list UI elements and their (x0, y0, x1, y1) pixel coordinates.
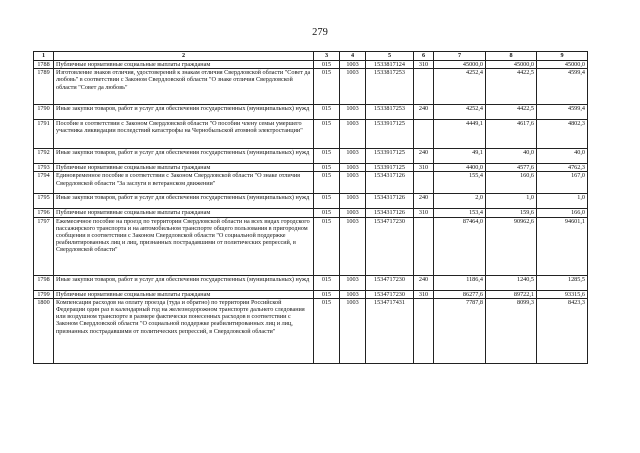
table-row (34, 120, 588, 149)
amount-year1-cell: 86277,6 (434, 290, 486, 298)
expense-type-cell (414, 298, 434, 363)
section-code-cell: 1003 (340, 209, 366, 217)
amount-year2-cell: 4577,6 (486, 164, 537, 172)
row-number-cell: 1795 (34, 194, 54, 209)
section-code-cell: 1003 (340, 298, 366, 363)
amount-year2-cell: 159,6 (486, 209, 537, 217)
ministry-code-cell: 015 (314, 290, 340, 298)
description-cell: Иные закупки товаров, работ и услуг для обеспечения государственных (муниципальных) нужд (54, 149, 314, 164)
expense-type-cell: 240 (414, 149, 434, 164)
row-number-cell: 1791 (34, 120, 54, 149)
description-cell: Иные закупки товаров, работ и услуг для обеспечения государственных (муниципальных) нужд (54, 105, 314, 120)
section-code-cell: 1003 (340, 290, 366, 298)
amount-year3-cell: 45000,0 (537, 61, 588, 69)
row-number-cell: 1789 (34, 69, 54, 105)
amount-year1-cell: 153,4 (434, 209, 486, 217)
target-code-cell: 1533917125 (366, 120, 414, 149)
description-cell: Публичные нормативные социальные выплаты гражданам (54, 61, 314, 69)
expense-type-cell (414, 217, 434, 275)
amount-year3-cell: 93315,6 (537, 290, 588, 298)
ministry-code-cell: 015 (314, 105, 340, 120)
ministry-code-cell: 015 (314, 164, 340, 172)
description-cell: Публичные нормативные социальные выплаты гражданам (54, 164, 314, 172)
ministry-code-cell: 015 (314, 69, 340, 105)
row-number-cell: 1799 (34, 290, 54, 298)
ministry-code-cell: 015 (314, 61, 340, 69)
description-cell: Иные закупки товаров, работ и услуг для обеспечения государственных (муниципальных) нужд (54, 194, 314, 209)
expense-type-cell (414, 172, 434, 194)
target-code-cell: 1534717230 (366, 290, 414, 298)
ministry-code-cell: 015 (314, 298, 340, 363)
amount-year1-cell: 155,4 (434, 172, 486, 194)
ministry-code-cell: 015 (314, 275, 340, 290)
target-code-cell: 1533817124 (366, 61, 414, 69)
amount-year3-cell: 4599,4 (537, 69, 588, 105)
section-code-cell: 1003 (340, 149, 366, 164)
amount-year1-cell: 45000,0 (434, 61, 486, 69)
column-header: 9 (537, 52, 588, 61)
section-code-cell: 1003 (340, 164, 366, 172)
amount-year1-cell: 49,1 (434, 149, 486, 164)
section-code-cell: 1003 (340, 120, 366, 149)
amount-year2-cell: 90962,6 (486, 217, 537, 275)
description-cell: Единовременное пособие в соответствии с Законом Свердловской области "О знаке отличия Свердловской области "За заслуги в ветеранском движении" (54, 172, 314, 194)
expense-type-cell: 310 (414, 290, 434, 298)
description-cell: Компенсация расходов на оплату проезда (туда и обратно) по территории Российской Федерации один раз в календарный год на железнодорожном транспорте дальнего следования или воздушном транспорте в размере фактически понесенных расходов в соответствии с Законом Свердловской области "О социальной поддержке реабилитированных лиц и лиц, признанных пострадавшими от политических репрессий, в Свердловской области" (54, 298, 314, 363)
amount-year3-cell: 4599,4 (537, 105, 588, 120)
table-row (34, 69, 588, 105)
row-number-cell: 1796 (34, 209, 54, 217)
expense-type-cell: 240 (414, 275, 434, 290)
amount-year2-cell: 4422,5 (486, 69, 537, 105)
row-number-cell: 1797 (34, 217, 54, 275)
table-row (34, 61, 588, 69)
description-cell: Иные закупки товаров, работ и услуг для обеспечения государственных (муниципальных) нужд (54, 275, 314, 290)
row-number-cell: 1790 (34, 105, 54, 120)
expense-type-cell (414, 120, 434, 149)
table-row (34, 209, 588, 217)
section-code-cell: 1003 (340, 69, 366, 105)
description-cell: Изготовление знаков отличия, удостоверений к знакам отличия Свердловской области "Совет да любовь" в соответствии с Законом Свердловской области "О знаке отличия Свердловской области "Совет да любовь" (54, 69, 314, 105)
amount-year1-cell: 4449,1 (434, 120, 486, 149)
target-code-cell: 1534717431 (366, 298, 414, 363)
amount-year3-cell: 94601,1 (537, 217, 588, 275)
column-header: 2 (54, 52, 314, 61)
column-header: 1 (34, 52, 54, 61)
expense-type-cell: 240 (414, 105, 434, 120)
row-number-cell: 1800 (34, 298, 54, 363)
amount-year2-cell: 40,0 (486, 149, 537, 164)
target-code-cell: 1534317126 (366, 172, 414, 194)
amount-year1-cell: 7787,8 (434, 298, 486, 363)
amount-year1-cell: 4252,4 (434, 69, 486, 105)
amount-year2-cell: 160,6 (486, 172, 537, 194)
section-code-cell: 1003 (340, 61, 366, 69)
amount-year2-cell: 4422,5 (486, 105, 537, 120)
amount-year1-cell: 87464,0 (434, 217, 486, 275)
ministry-code-cell: 015 (314, 217, 340, 275)
target-code-cell: 1533917125 (366, 164, 414, 172)
target-code-cell: 1533917125 (366, 149, 414, 164)
amount-year2-cell: 1,0 (486, 194, 537, 209)
ministry-code-cell: 015 (314, 149, 340, 164)
row-number-cell: 1798 (34, 275, 54, 290)
section-code-cell: 1003 (340, 194, 366, 209)
expense-type-cell (414, 69, 434, 105)
description-cell: Публичные нормативные социальные выплаты гражданам (54, 209, 314, 217)
column-header: 4 (340, 52, 366, 61)
target-code-cell: 1534317126 (366, 209, 414, 217)
target-code-cell: 1533817253 (366, 105, 414, 120)
table-row (34, 298, 588, 363)
target-code-cell: 1534717230 (366, 275, 414, 290)
row-number-cell: 1794 (34, 172, 54, 194)
ministry-code-cell: 015 (314, 172, 340, 194)
amount-year2-cell: 1240,5 (486, 275, 537, 290)
column-header: 7 (434, 52, 486, 61)
target-code-cell: 1534317126 (366, 194, 414, 209)
amount-year3-cell: 166,0 (537, 209, 588, 217)
section-code-cell: 1003 (340, 105, 366, 120)
column-header: 8 (486, 52, 537, 61)
expense-type-cell: 240 (414, 194, 434, 209)
table-row (34, 275, 588, 290)
section-code-cell: 1003 (340, 172, 366, 194)
target-code-cell: 1534717230 (366, 217, 414, 275)
table-row (34, 149, 588, 164)
amount-year3-cell: 4762,3 (537, 164, 588, 172)
amount-year1-cell: 1186,4 (434, 275, 486, 290)
table-row (34, 172, 588, 194)
amount-year3-cell: 8423,3 (537, 298, 588, 363)
table-row (34, 194, 588, 209)
amount-year2-cell: 4617,6 (486, 120, 537, 149)
amount-year2-cell: 89722,1 (486, 290, 537, 298)
ministry-code-cell: 015 (314, 120, 340, 149)
table-row (34, 217, 588, 275)
section-code-cell: 1003 (340, 275, 366, 290)
ministry-code-cell: 015 (314, 209, 340, 217)
expense-type-cell: 310 (414, 61, 434, 69)
description-cell: Пособие в соответствии с Законом Свердловской области "О пособии члену семьи умершего участника ликвидации последствий катастрофы на Чернобыльской атомной электростанции" (54, 120, 314, 149)
amount-year3-cell: 4802,3 (537, 120, 588, 149)
column-header: 6 (414, 52, 434, 61)
row-number-cell: 1792 (34, 149, 54, 164)
row-number-cell: 1788 (34, 61, 54, 69)
table-row (34, 290, 588, 298)
row-number-cell: 1793 (34, 164, 54, 172)
budget-table (33, 51, 588, 364)
amount-year1-cell: 2,0 (434, 194, 486, 209)
description-cell: Публичные нормативные социальные выплаты гражданам (54, 290, 314, 298)
ministry-code-cell: 015 (314, 194, 340, 209)
description-cell: Ежемесячное пособие на проезд по территории Свердловской области на всех видах городского пассажирского транспорта и на автомобильном транспорте общего пользования в пригородном сообщении в соответствии с Законом Свердловской области "О социальной поддержке реабилитированных лиц и лиц, признанных пострадавшими от политических репрессий, в Свердловской области" (54, 217, 314, 275)
expense-type-cell: 310 (414, 164, 434, 172)
amount-year3-cell: 1285,5 (537, 275, 588, 290)
column-header: 3 (314, 52, 340, 61)
page-number: 279 (312, 27, 328, 38)
amount-year3-cell: 40,0 (537, 149, 588, 164)
table-row (34, 105, 588, 120)
amount-year1-cell: 4400,0 (434, 164, 486, 172)
amount-year1-cell: 4252,4 (434, 105, 486, 120)
table-header-row (34, 52, 588, 61)
section-code-cell: 1003 (340, 217, 366, 275)
table-row (34, 164, 588, 172)
amount-year3-cell: 1,0 (537, 194, 588, 209)
amount-year3-cell: 167,0 (537, 172, 588, 194)
column-header: 5 (366, 52, 414, 61)
expense-type-cell: 310 (414, 209, 434, 217)
amount-year2-cell: 45000,0 (486, 61, 537, 69)
amount-year2-cell: 8099,3 (486, 298, 537, 363)
target-code-cell: 1533817253 (366, 69, 414, 105)
